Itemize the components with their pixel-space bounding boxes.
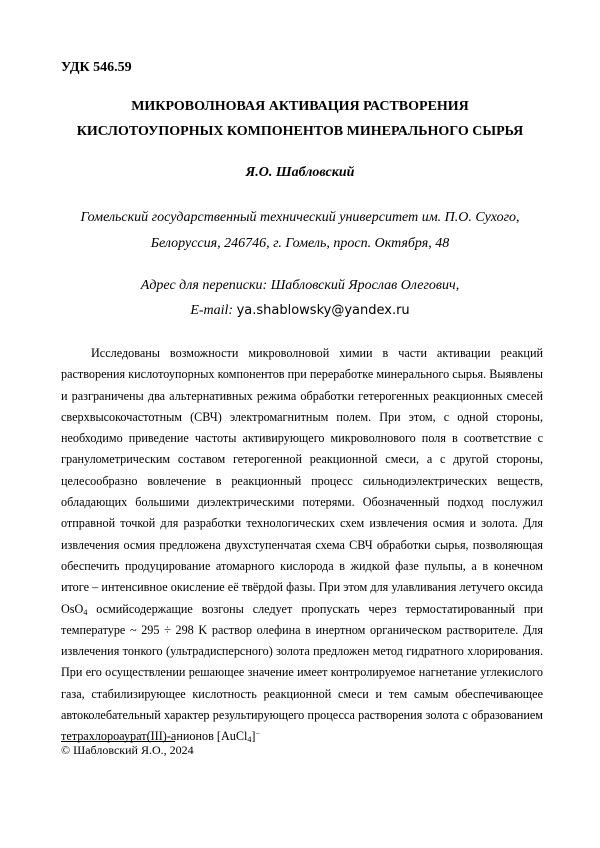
abstract-line-text: осмийсодержащие возгоны следует пропускать через термостатированный при (87, 601, 543, 616)
article-title-line-1: МИКРОВОЛНОВАЯ АКТИВАЦИЯ РАСТВОРЕНИЯ (131, 99, 469, 114)
abstract-line: итоге – интенсивное окисление её твёрдой фазы. При этом для улавливания летучего оксида (61, 580, 543, 595)
correspondence-line: Адрес для переписки: Шабловский Ярослав Олегович, (140, 278, 460, 293)
abstract-line-oso4 (61, 599, 543, 620)
formula-bracket: ] (251, 729, 256, 744)
abstract-line: обеспечить продуцирование атомарного кислорода в жидкой фазе пульпы, а в конечном (61, 558, 543, 573)
email-link[interactable]: ya.shablowsky@yandex.ru (236, 303, 410, 318)
abstract-line: отправной точкой для разработки технологических схем извлечения осмия и золота. Для (61, 516, 543, 531)
abstract-line: извлечения осмия предложена двухступенчатая схема СВЧ обработки сырья, позволяющая (61, 537, 543, 552)
formula-os-o: OsO (61, 601, 84, 616)
abstract-line: целесообразно вовлечение в реакционный процесс сильнодиэлектрических веществ, (61, 473, 543, 488)
article-title-line-2: КИСЛОТОУПОРНЫХ КОМПОНЕНТОВ МИНЕРАЛЬНОГО СЫРЬЯ (76, 124, 524, 139)
author-name: Я.О. Шабловский (245, 165, 355, 180)
abstract-line: извлечения тонкого (ультрадисперсного) золота предложен метод гидратного хлорирования. (61, 644, 543, 659)
formula-superscript: − (255, 729, 260, 739)
abstract-line: Исследованы возможности микроволновой химии в части активации реакций (91, 346, 543, 360)
email-label: E-mail: (190, 303, 234, 318)
formula-subscript: 4 (247, 735, 252, 745)
abstract-text (61, 343, 543, 748)
udc-code: УДК 546.59 (61, 60, 132, 75)
abstract-line: необходимо приведение частоты активирующего микроволнового поля в соответствие с (61, 431, 543, 446)
abstract-line: растворения кислотоупорных компонентов при переработке минерального сырья. Выявлены (61, 367, 543, 382)
affiliation-line-2: Белоруссия, 246746, г. Гомель, просп. Октября, 48 (150, 236, 450, 251)
abstract-line: газа, стабилизирующее кислотность реакционной смеси и тем самым обеспечивающее (61, 686, 543, 701)
abstract-line: гранулометрическим составом гетерогенной реакционной смеси, а с другой стороны, (61, 452, 543, 467)
copyright-notice: © Шабловский Я.О., 2024 (61, 743, 194, 757)
abstract-line: и разграничены два альтернативных режима обработки гетерогенных реакционных смесей (61, 388, 543, 403)
abstract-line: При его осуществлении решающее значение имеет контролируемое нагнетание углекислого (61, 665, 543, 680)
formula-subscript: 4 (83, 607, 88, 617)
abstract-line: сверхвысокочастотным (СВЧ) электромагнитным полем. При этом, с одной стороны, (61, 409, 543, 424)
abstract-line: обладающих большими диэлектрическими потерями. Обозначенный подход послужил (61, 495, 543, 510)
abstract-line-text: тетрахлороаурат(III)-анионов [AuCl (61, 729, 248, 744)
abstract-line: температуре ~ 295 ÷ 298 K раствор олефина в инертном органическом растворителе. Для (61, 622, 543, 637)
affiliation-line-1: Гомельский государственный технический университет им. П.О. Сухого, (80, 210, 520, 225)
abstract-line: автоколебательный характер результирующего процесса растворения золота с образованием (61, 708, 543, 723)
email-line (40, 301, 560, 321)
